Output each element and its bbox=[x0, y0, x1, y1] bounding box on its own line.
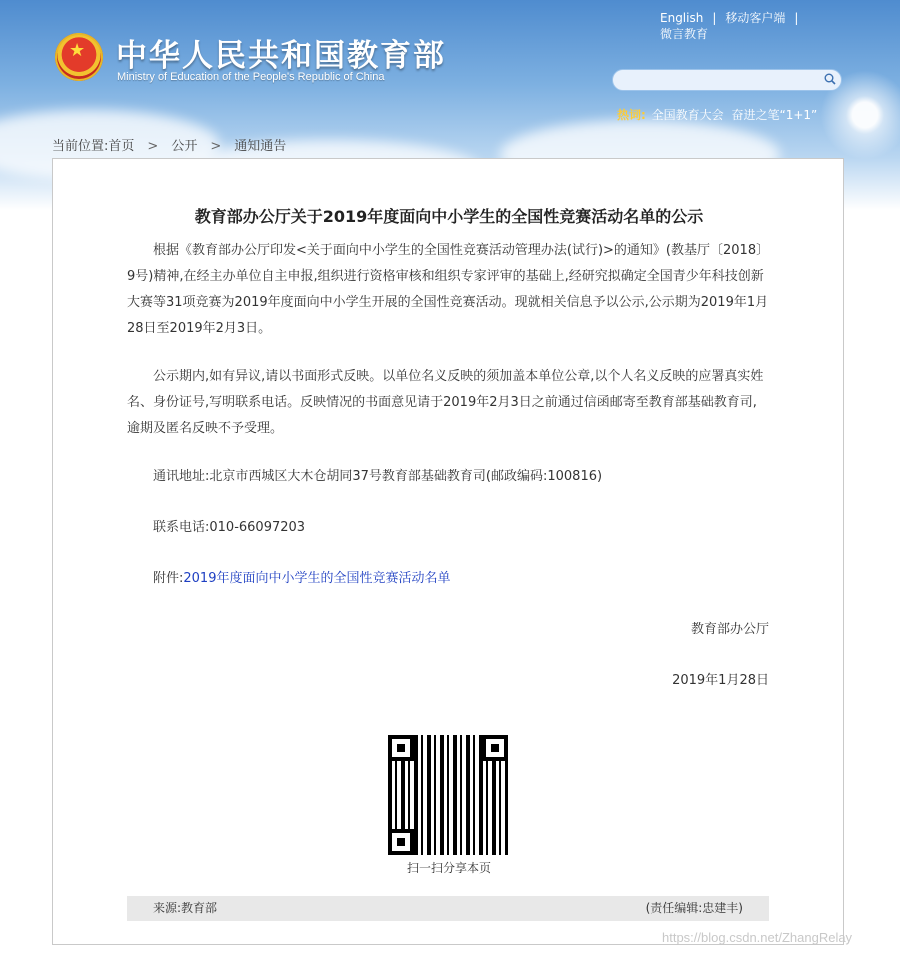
hot-word-link[interactable]: 全国教育大会 bbox=[651, 108, 724, 122]
breadcrumb-separator: > bbox=[210, 139, 222, 154]
article-footer bbox=[127, 896, 769, 921]
weibo-link[interactable]: 微言教育 bbox=[660, 27, 709, 41]
search-icon[interactable] bbox=[824, 73, 836, 85]
source-text: 来源:教育部 bbox=[153, 901, 218, 915]
breadcrumb-separator: > bbox=[147, 139, 159, 154]
national-emblem-logo[interactable]: ★ bbox=[55, 33, 103, 81]
breadcrumb-label: 当前位置: bbox=[52, 139, 109, 154]
link-separator: | bbox=[712, 11, 717, 25]
search-box bbox=[612, 69, 842, 91]
qr-code bbox=[388, 735, 508, 855]
contact-phone: 联系电话:010-66097203 bbox=[153, 520, 306, 535]
watermark: https://blog.csdn.net/ZhangRelay bbox=[662, 930, 853, 945]
breadcrumb-home[interactable]: 首页 bbox=[108, 139, 135, 154]
editor-text: (责任编辑:忠建丰) bbox=[645, 901, 743, 915]
signature: 教育部办公厅 bbox=[690, 622, 769, 637]
breadcrumb bbox=[52, 135, 286, 154]
publish-date: 2019年1月28日 bbox=[672, 673, 769, 688]
article-panel bbox=[52, 158, 844, 945]
article-title: 教育部办公厅关于2019年度面向中小学生的全国性竞赛活动名单的公示 bbox=[194, 207, 704, 226]
article-paragraph: 公示期内,如有异议,请以书面形式反映。以单位名义反映的须加盖本单位公章,以个人名义反映的应署真实姓名、身份证号,写明联系电话。反映情况的书面意见请于2019年2月3日之前通过信函邮寄至教育部基础教育司,逾期及匿名反映不予受理。 bbox=[127, 369, 764, 436]
article-paragraph: 根据《教育部办公厅印发<关于面向中小学生的全国性竞赛活动管理办法(试行)>的通知》(教基厅〔2018〕9号)精神,在经主办单位自主申报,组织进行资格审核和组织专家评审的基础上,经研究拟确定全国青少年科技创新大赛等31项竞赛为2019年度面向中小学生开展的全国性竞赛活动。现就相关信息予以公示,公示期为2019年1月28日至2019年2月3日。 bbox=[127, 243, 769, 336]
qr-share bbox=[388, 735, 510, 876]
english-link[interactable]: English bbox=[660, 11, 704, 25]
hot-words-label: 热词: bbox=[617, 108, 646, 122]
contact-address: 通讯地址:北京市西城区大木仓胡同37号教育部基础教育司(邮政编码:100816) bbox=[153, 469, 603, 484]
hot-words bbox=[617, 106, 821, 123]
attachment-link[interactable]: 2019年度面向中小学生的全国性竞赛活动名单 bbox=[183, 571, 451, 586]
mobile-client-link[interactable]: 移动客户端 bbox=[725, 11, 786, 25]
breadcrumb-notices[interactable]: 通知通告 bbox=[234, 139, 287, 154]
qr-caption: 扫一扫分享本页 bbox=[406, 861, 491, 875]
link-separator: | bbox=[794, 11, 799, 25]
top-links bbox=[660, 10, 830, 42]
attachment-label: 附件: bbox=[153, 571, 184, 586]
attachment-line bbox=[127, 566, 769, 592]
breadcrumb-public[interactable]: 公开 bbox=[171, 139, 198, 154]
search-input[interactable] bbox=[623, 70, 822, 92]
site-title[interactable]: 中华人民共和国教育部 bbox=[116, 38, 446, 74]
site-subtitle: Ministry of Education of the People's Republic of China bbox=[117, 71, 385, 83]
hot-word-link[interactable]: 奋进之笔“1+1” bbox=[731, 108, 818, 122]
